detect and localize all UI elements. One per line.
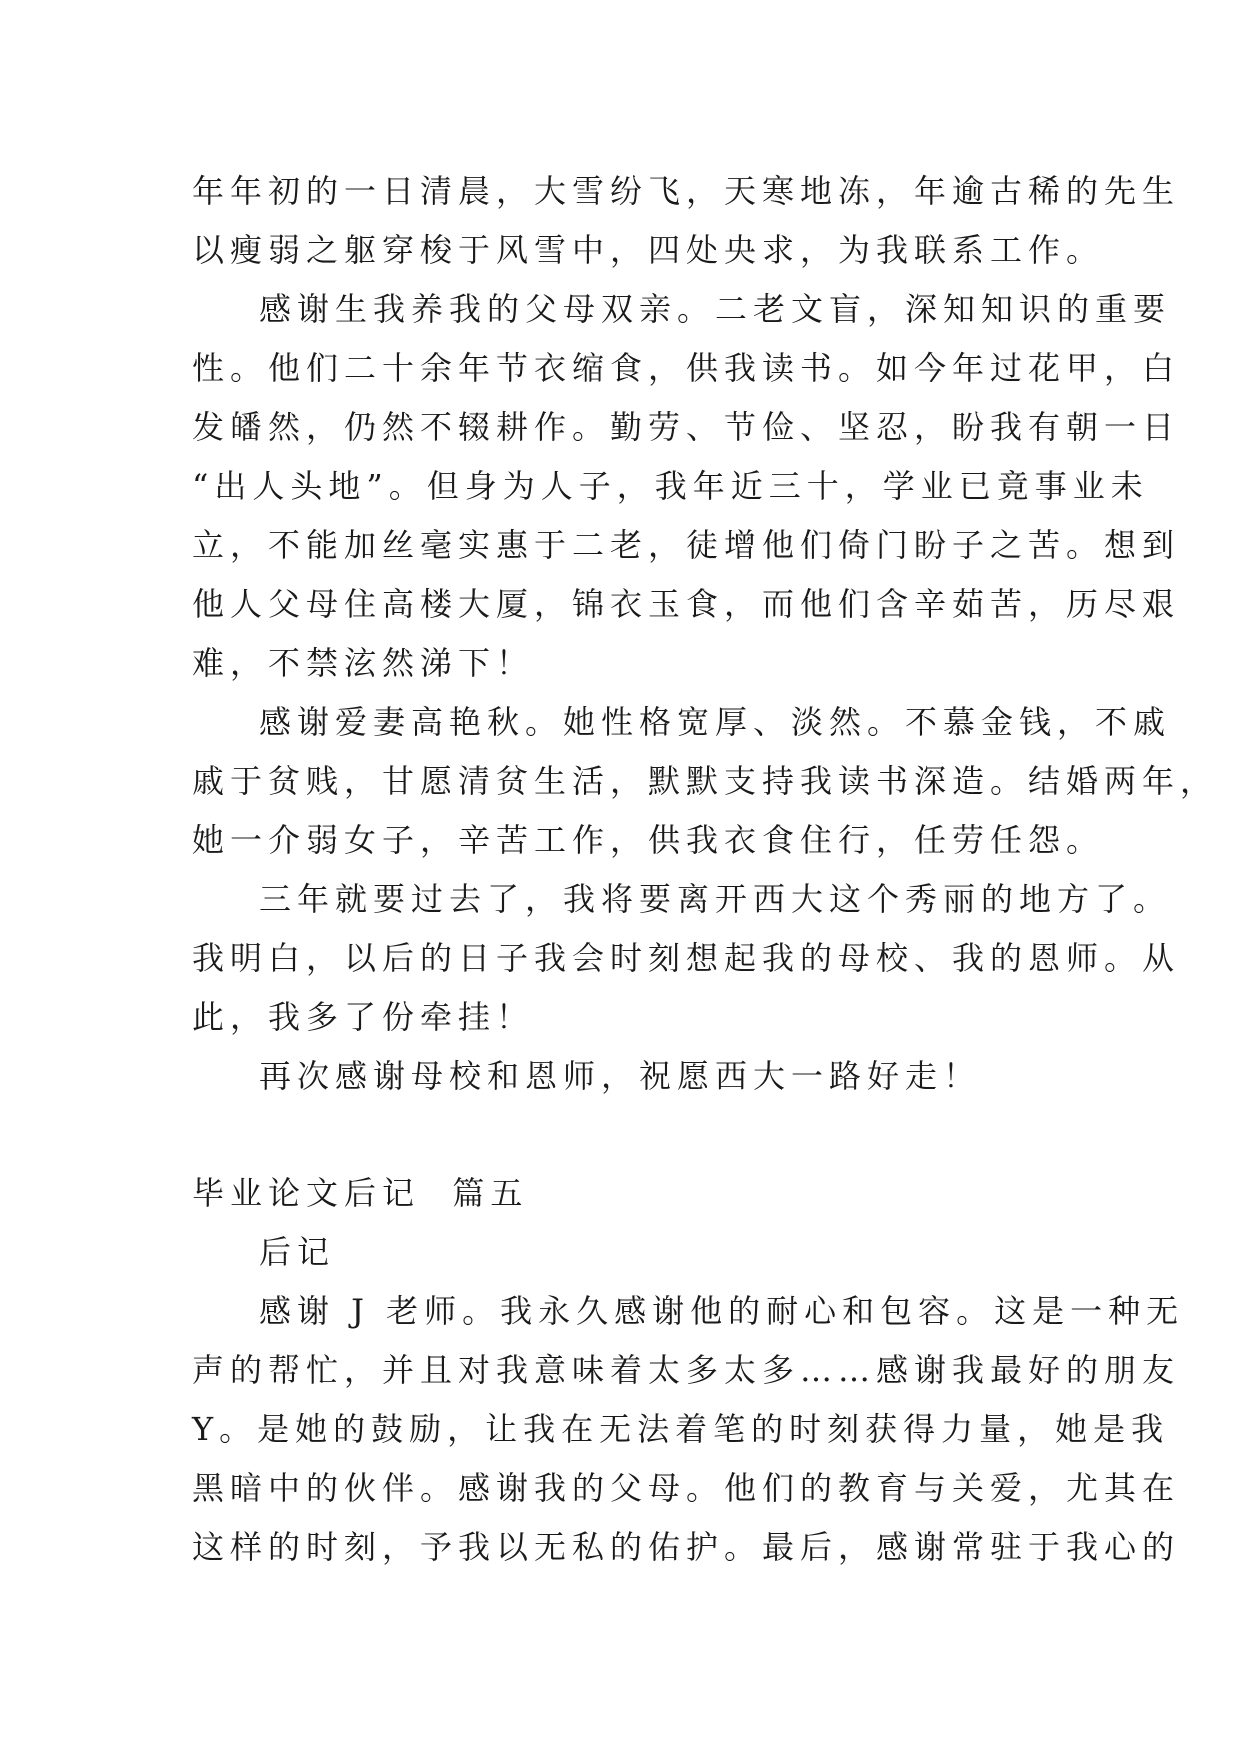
section-heading: 毕业论文后记 篇五 xyxy=(192,1174,529,1212)
text-line: 年年初的一日清晨，大雪纷飞，天寒地冻，年逾古稀的先生 xyxy=(192,172,1181,210)
text-line: 立，不能加丝毫实惠于二老，徒增他们倚门盼子之苦。想到 xyxy=(192,526,1181,564)
text-line: 三年就要过去了，我将要离开西大这个秀丽的地方了。 xyxy=(259,880,1172,918)
text-line: 黑暗中的伙伴。感谢我的父母。他们的教育与关爱，尤其在 xyxy=(192,1469,1181,1507)
text-line: 此，我多了份牵挂！ xyxy=(192,998,535,1036)
document-body xyxy=(192,162,1219,1577)
paragraph-parents xyxy=(192,280,1181,693)
text-line: 性。他们二十余年节衣缩食，供我读书。如今年过花甲，白 xyxy=(192,349,1181,387)
text-line: 她一介弱女子，辛苦工作，供我衣食住行，任劳任怨。 xyxy=(192,821,1105,859)
text-line: 戚于贫贱，甘愿清贫生活，默默支持我读书深造。结婚两年， xyxy=(192,762,1219,800)
paragraph-farewell xyxy=(192,870,1181,1047)
text-line: 他人父母住高楼大厦，锦衣玉食，而他们含辛茹苦，历尽艰 xyxy=(192,585,1181,623)
text-line: 声的帮忙，并且对我意味着太多太多……感谢我最好的朋友 xyxy=(192,1351,1181,1389)
section-spacer xyxy=(192,1106,1072,1164)
paragraph-wife xyxy=(192,693,1219,870)
text-line: 我明白，以后的日子我会时刻想起我的母校、我的恩师。从 xyxy=(192,939,1181,977)
text-line: 难，不禁泫然涕下！ xyxy=(192,644,535,682)
subheading: 后记 xyxy=(259,1233,336,1271)
paragraph-teacher-end xyxy=(192,162,1181,280)
text-line: 感谢 J 老师。我永久感谢他的耐心和包容。这是一种无 xyxy=(259,1292,1185,1330)
paragraph-closing xyxy=(192,1047,1072,1106)
text-line: 发皤然，仍然不辍耕作。勤劳、节俭、坚忍，盼我有朝一日 xyxy=(192,408,1181,446)
text-line: 以瘦弱之躯穿梭于风雪中，四处央求，为我联系工作。 xyxy=(192,231,1105,269)
text-line: 感谢生我养我的父母双亲。二老文盲，深知知识的重要 xyxy=(259,290,1172,328)
text-line: “出人头地”。但身为人子，我年近三十，学业已竟事业未 xyxy=(192,467,1149,505)
text-line: Y。是她的鼓励，让我在无法着笔的时刻获得力量，她是我 xyxy=(192,1410,1170,1448)
text-line: 这样的时刻，予我以无私的佑护。最后，感谢常驻于我心的 xyxy=(192,1528,1181,1566)
text-line: 感谢爱妻高艳秋。她性格宽厚、淡然。不慕金钱，不戚 xyxy=(259,703,1172,741)
text-line: 再次感谢母校和恩师，祝愿西大一路好走！ xyxy=(259,1057,982,1095)
paragraph-acknowledgement xyxy=(192,1282,1185,1577)
